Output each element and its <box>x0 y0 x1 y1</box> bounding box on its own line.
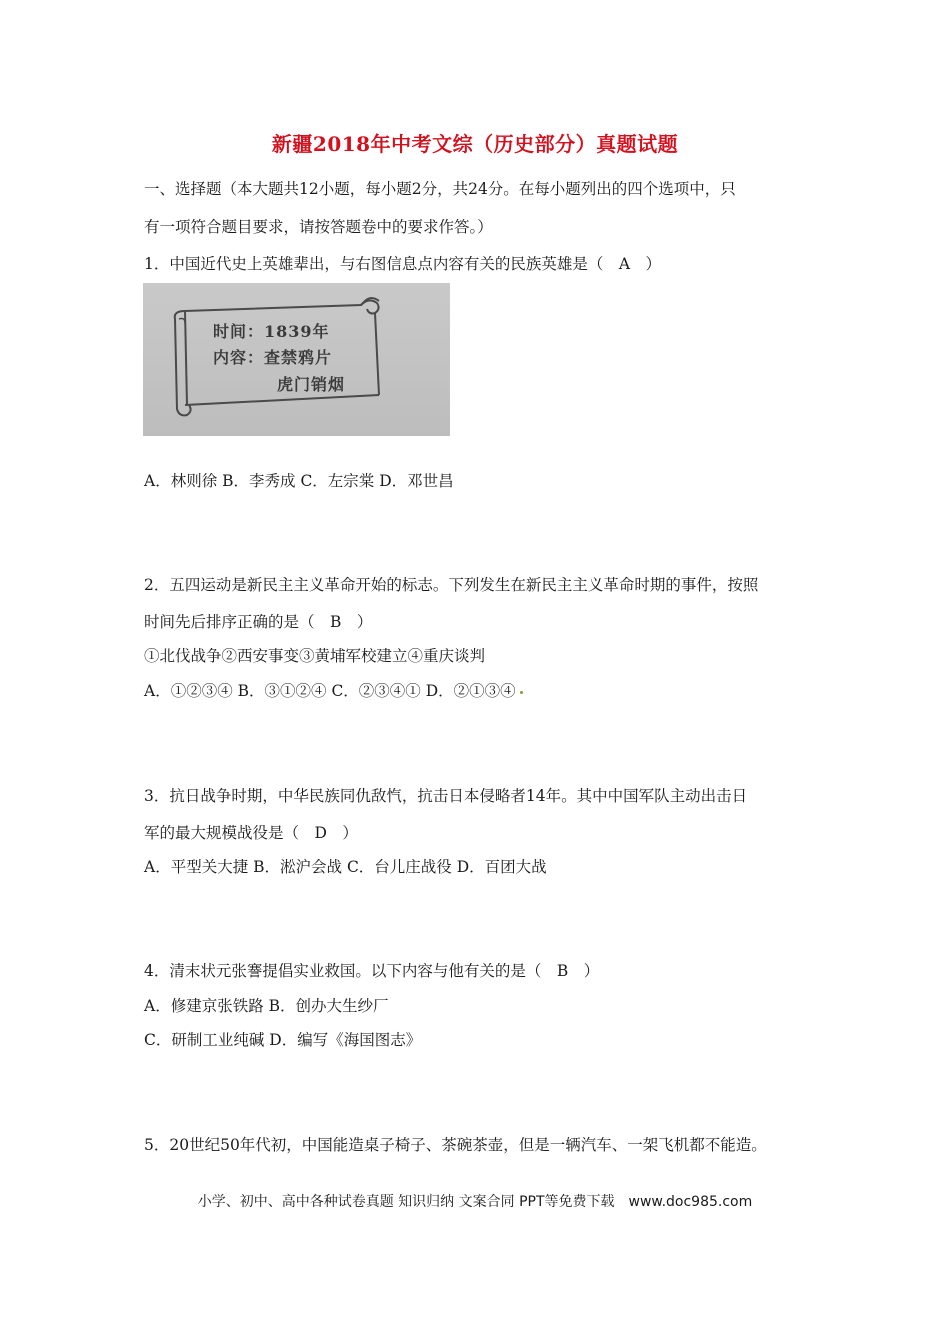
page-footer: 小学、初中、高中各种试卷真题 知识归纳 文案合同 PPT等免费下载 www.doc985.com <box>197 1194 753 1210</box>
question-2-options <box>144 680 523 702</box>
figure-line-time: 时间：1839年 <box>213 322 330 341</box>
question-3-stem-line1: 3．抗日战争时期，中华民族同仇敌忾，抗击日本侵略者14年。其中中国军队主动出击日 <box>144 787 748 805</box>
figure-line-content-2: 虎门销烟 <box>277 375 346 394</box>
question-3-stem-line2: 军的最大规模战役是（ D ） <box>144 824 358 842</box>
stray-dot <box>520 691 523 694</box>
section-intro-line2: 有一项符合题目要求，请按答题卷中的要求作答。） <box>144 218 493 236</box>
page-title: 新疆2018年中考文综（历史部分）真题试题 <box>271 132 679 156</box>
question-2-stem-line1: 2．五四运动是新民主主义革命开始的标志。下列发生在新民主主义革命时期的事件，按照 <box>144 576 759 594</box>
question-4-options-line1: A．修建京张铁路 B．创办大生纱厂 <box>144 997 389 1015</box>
question-4-options-line2: C．研制工业纯碱 D．编写《海国图志》 <box>144 1031 422 1049</box>
question-2-stem-line2: 时间先后排序正确的是（ B ） <box>144 613 373 631</box>
figure-line-content: 内容：查禁鸦片 <box>213 348 333 367</box>
question-1-figure <box>143 283 450 436</box>
question-3-options: A．平型关大捷 B．淞沪会战 C．台儿庄战役 D．百团大战 <box>144 858 547 876</box>
question-1-options: A．林则徐 B．李秀成 C．左宗棠 D．邓世昌 <box>144 472 454 490</box>
section-intro-line1: 一、选择题（本大题共12小题，每小题2分，共24分。在每小题列出的四个选项中，只 <box>144 180 736 198</box>
question-5-stem: 5．20世纪50年代初，中国能造桌子椅子、茶碗茶壶，但是一辆汽车、一架飞机都不能造。 <box>144 1136 767 1154</box>
question-2-options-text: A．①②③④ B．③①②④ C．②③④① D．②①③④ <box>144 682 516 700</box>
question-2-stem-line3: ①北伐战争②西安事变③黄埔军校建立④重庆谈判 <box>144 647 486 665</box>
question-1-stem: 1．中国近代史上英雄辈出，与右图信息点内容有关的民族英雄是（ A ） <box>144 255 662 273</box>
question-4-stem: 4．清末状元张謇提倡实业救国。以下内容与他有关的是（ B ） <box>144 962 600 980</box>
